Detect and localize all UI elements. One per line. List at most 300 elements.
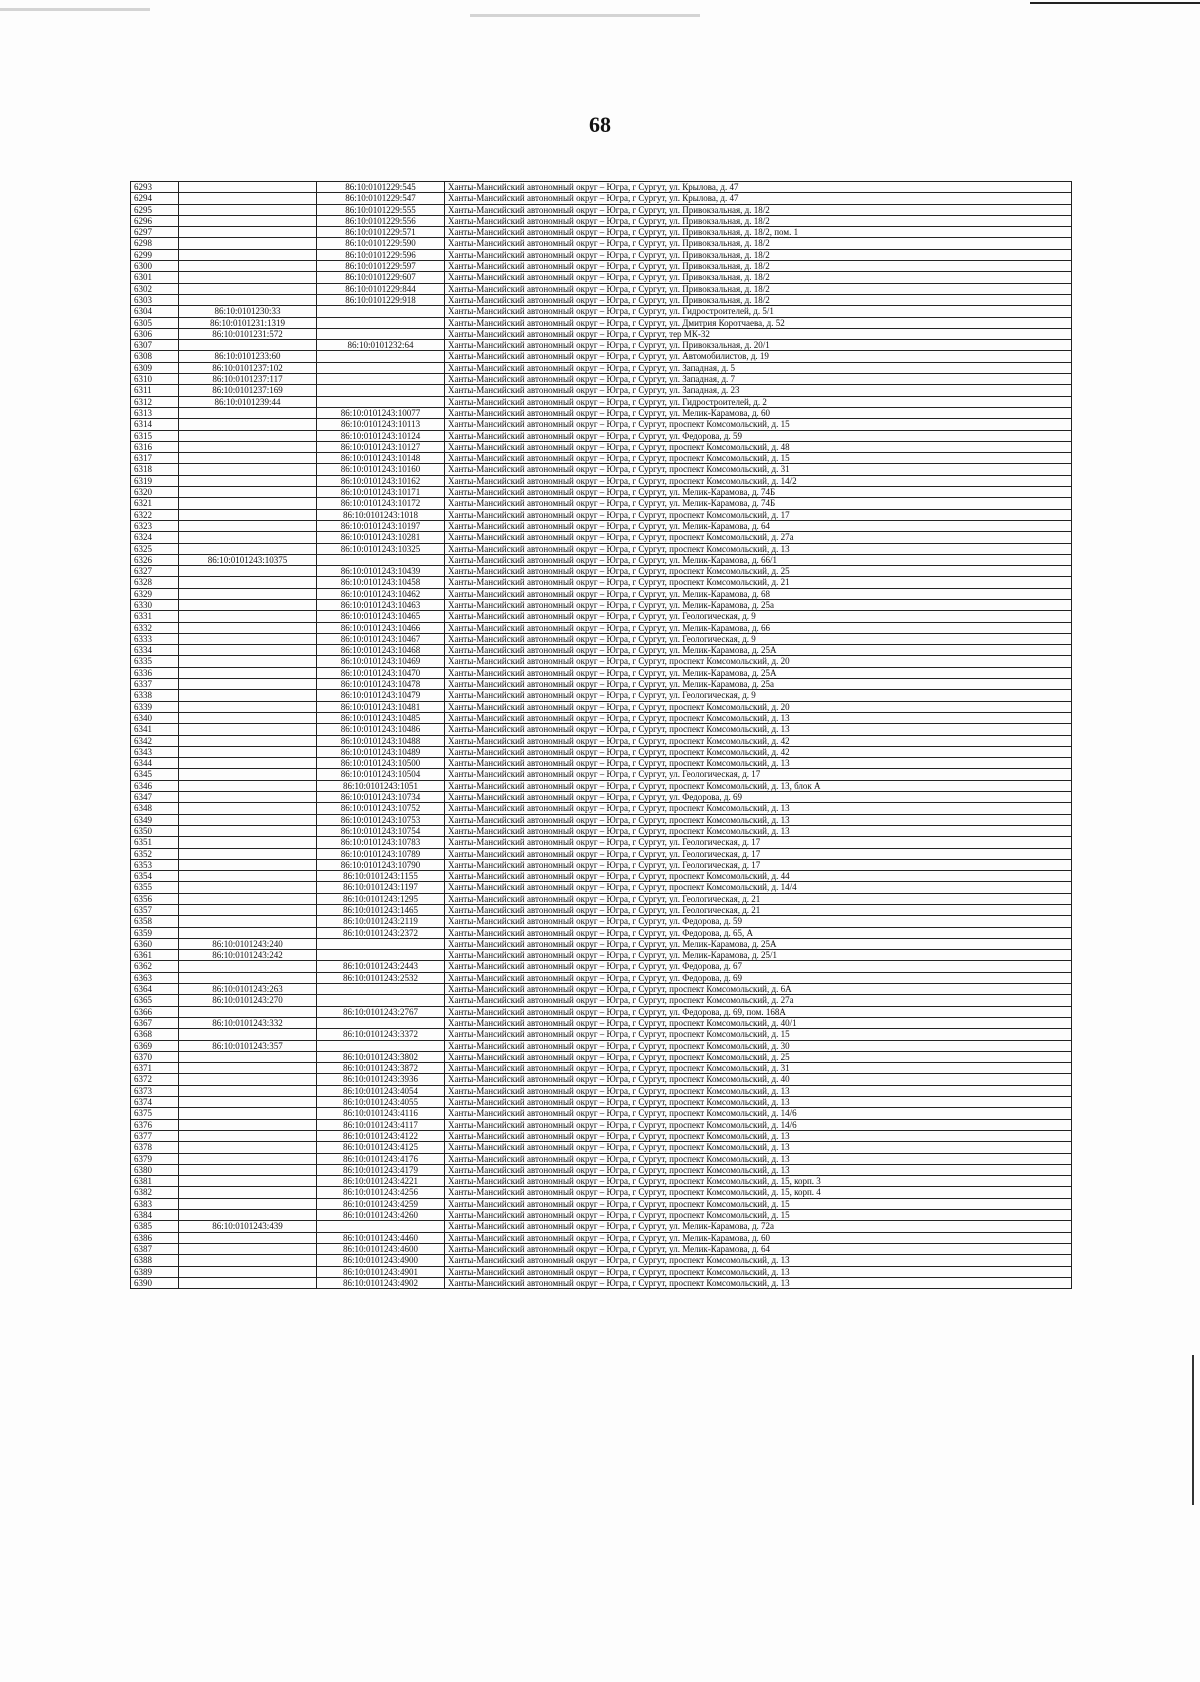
row-number-cell: 6374 bbox=[131, 1097, 179, 1108]
land-cadastral-number-cell: 86:10:0101243:240 bbox=[179, 938, 317, 949]
row-number-cell: 6340 bbox=[131, 712, 179, 723]
address-cell: Ханты-Мансийский автономный округ – Югра, г Сургут, ул. Крылова, д. 47 bbox=[445, 182, 1072, 193]
row-number-cell: 6322 bbox=[131, 509, 179, 520]
table-row bbox=[131, 803, 1072, 814]
address-cell: Ханты-Мансийский автономный округ – Югра, г Сургут, ул. Мелик-Карамова, д. 25а bbox=[445, 599, 1072, 610]
table-row bbox=[131, 1198, 1072, 1209]
land-cadastral-number-cell bbox=[179, 679, 317, 690]
land-cadastral-number-cell bbox=[179, 893, 317, 904]
table-row bbox=[131, 950, 1072, 961]
row-number-cell: 6302 bbox=[131, 283, 179, 294]
row-number-cell: 6346 bbox=[131, 780, 179, 791]
building-cadastral-number-cell: 86:10:0101243:10478 bbox=[317, 679, 445, 690]
land-cadastral-number-cell bbox=[179, 340, 317, 351]
table-row bbox=[131, 1266, 1072, 1277]
land-cadastral-number-cell bbox=[179, 520, 317, 531]
table-row bbox=[131, 464, 1072, 475]
row-number-cell: 6387 bbox=[131, 1243, 179, 1254]
land-cadastral-number-cell bbox=[179, 475, 317, 486]
building-cadastral-number-cell: 86:10:0101243:1295 bbox=[317, 893, 445, 904]
row-number-cell: 6323 bbox=[131, 520, 179, 531]
table-row bbox=[131, 215, 1072, 226]
building-cadastral-number-cell bbox=[317, 328, 445, 339]
row-number-cell: 6366 bbox=[131, 1006, 179, 1017]
address-cell: Ханты-Мансийский автономный округ – Югра, г Сургут, ул. Западная, д. 23 bbox=[445, 385, 1072, 396]
row-number-cell: 6363 bbox=[131, 972, 179, 983]
building-cadastral-number-cell: 86:10:0101243:10462 bbox=[317, 588, 445, 599]
address-cell: Ханты-Мансийский автономный округ – Югра, г Сургут, проспект Комсомольский, д. 6А bbox=[445, 984, 1072, 995]
row-number-cell: 6370 bbox=[131, 1051, 179, 1062]
table-row bbox=[131, 453, 1072, 464]
building-cadastral-number-cell: 86:10:0101229:590 bbox=[317, 238, 445, 249]
address-cell: Ханты-Мансийский автономный округ – Югра, г Сургут, ул. Мелик-Карамова, д. 25А bbox=[445, 667, 1072, 678]
address-cell: Ханты-Мансийский автономный округ – Югра, г Сургут, ул. Мелик-Карамова, д. 74Б bbox=[445, 487, 1072, 498]
scan-artifact bbox=[470, 14, 700, 17]
row-number-cell: 6376 bbox=[131, 1119, 179, 1130]
address-cell: Ханты-Мансийский автономный округ – Югра, г Сургут, проспект Комсомольский, д. 31 bbox=[445, 1063, 1072, 1074]
land-cadastral-number-cell bbox=[179, 724, 317, 735]
address-cell: Ханты-Мансийский автономный округ – Югра, г Сургут, проспект Комсомольский, д. 40/1 bbox=[445, 1017, 1072, 1028]
row-number-cell: 6325 bbox=[131, 543, 179, 554]
land-cadastral-number-cell bbox=[179, 1176, 317, 1187]
row-number-cell: 6361 bbox=[131, 950, 179, 961]
land-cadastral-number-cell bbox=[179, 746, 317, 757]
row-number-cell: 6381 bbox=[131, 1176, 179, 1187]
land-cadastral-number-cell: 86:10:0101230:33 bbox=[179, 306, 317, 317]
table-row bbox=[131, 249, 1072, 260]
building-cadastral-number-cell: 86:10:0101243:10077 bbox=[317, 407, 445, 418]
address-cell: Ханты-Мансийский автономный округ – Югра, г Сургут, проспект Комсомольский, д. 13 bbox=[445, 724, 1072, 735]
land-cadastral-number-cell bbox=[179, 441, 317, 452]
building-cadastral-number-cell: 86:10:0101243:10148 bbox=[317, 453, 445, 464]
table-row bbox=[131, 690, 1072, 701]
row-number-cell: 6319 bbox=[131, 475, 179, 486]
building-cadastral-number-cell: 86:10:0101229:918 bbox=[317, 294, 445, 305]
address-cell: Ханты-Мансийский автономный округ – Югра, г Сургут, проспект Комсомольский, д. 13 bbox=[445, 1164, 1072, 1175]
table-row bbox=[131, 1176, 1072, 1187]
land-cadastral-number-cell bbox=[179, 690, 317, 701]
building-cadastral-number-cell bbox=[317, 396, 445, 407]
building-cadastral-number-cell: 86:10:0101243:2767 bbox=[317, 1006, 445, 1017]
address-cell: Ханты-Мансийский автономный округ – Югра, г Сургут, ул. Западная, д. 5 bbox=[445, 362, 1072, 373]
table-row bbox=[131, 735, 1072, 746]
building-cadastral-number-cell: 86:10:0101243:4902 bbox=[317, 1277, 445, 1288]
land-cadastral-number-cell: 86:10:0101237:102 bbox=[179, 362, 317, 373]
address-cell: Ханты-Мансийский автономный округ – Югра, г Сургут, ул. Привокзальная, д. 18/2 bbox=[445, 283, 1072, 294]
land-cadastral-number-cell bbox=[179, 712, 317, 723]
building-cadastral-number-cell: 86:10:0101243:10790 bbox=[317, 859, 445, 870]
building-cadastral-number-cell: 86:10:0101243:1465 bbox=[317, 905, 445, 916]
land-cadastral-number-cell bbox=[179, 611, 317, 622]
land-cadastral-number-cell bbox=[179, 972, 317, 983]
table-row bbox=[131, 1164, 1072, 1175]
table-row bbox=[131, 825, 1072, 836]
row-number-cell: 6320 bbox=[131, 487, 179, 498]
row-number-cell: 6300 bbox=[131, 261, 179, 272]
address-cell: Ханты-Мансийский автономный округ – Югра, г Сургут, ул. Привокзальная, д. 18/2 bbox=[445, 238, 1072, 249]
land-cadastral-number-cell bbox=[179, 1119, 317, 1130]
building-cadastral-number-cell: 86:10:0101243:10485 bbox=[317, 712, 445, 723]
land-cadastral-number-cell bbox=[179, 249, 317, 260]
land-cadastral-number-cell bbox=[179, 215, 317, 226]
row-number-cell: 6305 bbox=[131, 317, 179, 328]
building-cadastral-number-cell: 86:10:0101243:10500 bbox=[317, 758, 445, 769]
row-number-cell: 6364 bbox=[131, 984, 179, 995]
building-cadastral-number-cell: 86:10:0101243:2532 bbox=[317, 972, 445, 983]
building-cadastral-number-cell: 86:10:0101243:4116 bbox=[317, 1108, 445, 1119]
row-number-cell: 6342 bbox=[131, 735, 179, 746]
table-row bbox=[131, 543, 1072, 554]
row-number-cell: 6388 bbox=[131, 1255, 179, 1266]
land-cadastral-number-cell bbox=[179, 1029, 317, 1040]
address-cell: Ханты-Мансийский автономный округ – Югра, г Сургут, проспект Комсомольский, д. 14/6 bbox=[445, 1108, 1072, 1119]
address-cell: Ханты-Мансийский автономный округ – Югра, г Сургут, ул. Мелик-Карамова, д. 66 bbox=[445, 622, 1072, 633]
row-number-cell: 6385 bbox=[131, 1221, 179, 1232]
row-number-cell: 6321 bbox=[131, 498, 179, 509]
row-number-cell: 6339 bbox=[131, 701, 179, 712]
address-cell: Ханты-Мансийский автономный округ – Югра, г Сургут, проспект Комсомольский, д. 15, корп. 4 bbox=[445, 1187, 1072, 1198]
row-number-cell: 6353 bbox=[131, 859, 179, 870]
row-number-cell: 6303 bbox=[131, 294, 179, 305]
row-number-cell: 6373 bbox=[131, 1085, 179, 1096]
land-cadastral-number-cell bbox=[179, 1198, 317, 1209]
address-cell: Ханты-Мансийский автономный округ – Югра, г Сургут, ул. Мелик-Карамова, д. 72а bbox=[445, 1221, 1072, 1232]
land-cadastral-number-cell bbox=[179, 182, 317, 193]
address-cell: Ханты-Мансийский автономный округ – Югра, г Сургут, ул. Гидростроителей, д. 5/1 bbox=[445, 306, 1072, 317]
scan-top-rule bbox=[1030, 2, 1200, 4]
building-cadastral-number-cell: 86:10:0101232:64 bbox=[317, 340, 445, 351]
table-row bbox=[131, 520, 1072, 531]
row-number-cell: 6332 bbox=[131, 622, 179, 633]
row-number-cell: 6367 bbox=[131, 1017, 179, 1028]
address-cell: Ханты-Мансийский автономный округ – Югра, г Сургут, проспект Комсомольский, д. 13 bbox=[445, 825, 1072, 836]
land-cadastral-number-cell: 86:10:0101243:270 bbox=[179, 995, 317, 1006]
address-cell: Ханты-Мансийский автономный округ – Югра, г Сургут, проспект Комсомольский, д. 42 bbox=[445, 746, 1072, 757]
address-cell: Ханты-Мансийский автономный округ – Югра, г Сургут, проспект Комсомольский, д. 13 bbox=[445, 814, 1072, 825]
building-cadastral-number-cell: 86:10:0101229:555 bbox=[317, 204, 445, 215]
land-cadastral-number-cell bbox=[179, 261, 317, 272]
land-cadastral-number-cell bbox=[179, 1006, 317, 1017]
address-cell: Ханты-Мансийский автономный округ – Югра, г Сургут, проспект Комсомольский, д. 31 bbox=[445, 464, 1072, 475]
land-cadastral-number-cell bbox=[179, 566, 317, 577]
building-cadastral-number-cell bbox=[317, 950, 445, 961]
address-cell: Ханты-Мансийский автономный округ – Югра, г Сургут, тер МК-32 bbox=[445, 328, 1072, 339]
table-row bbox=[131, 1108, 1072, 1119]
row-number-cell: 6378 bbox=[131, 1142, 179, 1153]
address-cell: Ханты-Мансийский автономный округ – Югра, г Сургут, ул. Геологическая, д. 21 bbox=[445, 893, 1072, 904]
row-number-cell: 6317 bbox=[131, 453, 179, 464]
building-cadastral-number-cell: 86:10:0101229:596 bbox=[317, 249, 445, 260]
address-cell: Ханты-Мансийский автономный округ – Югра, г Сургут, проспект Комсомольский, д. 27а bbox=[445, 995, 1072, 1006]
table-row bbox=[131, 294, 1072, 305]
table-row bbox=[131, 396, 1072, 407]
table-row bbox=[131, 1006, 1072, 1017]
table-row bbox=[131, 532, 1072, 543]
building-cadastral-number-cell bbox=[317, 351, 445, 362]
row-number-cell: 6337 bbox=[131, 679, 179, 690]
land-cadastral-number-cell bbox=[179, 1074, 317, 1085]
address-cell: Ханты-Мансийский автономный округ – Югра, г Сургут, ул. Мелик-Карамова, д. 60 bbox=[445, 407, 1072, 418]
land-cadastral-number-cell bbox=[179, 1266, 317, 1277]
building-cadastral-number-cell: 86:10:0101243:10197 bbox=[317, 520, 445, 531]
table-row bbox=[131, 871, 1072, 882]
land-cadastral-number-cell bbox=[179, 758, 317, 769]
table-row bbox=[131, 927, 1072, 938]
address-cell: Ханты-Мансийский автономный округ – Югра, г Сургут, проспект Комсомольский, д. 14/6 bbox=[445, 1119, 1072, 1130]
table-row bbox=[131, 633, 1072, 644]
address-cell: Ханты-Мансийский автономный округ – Югра, г Сургут, ул. Геологическая, д. 9 bbox=[445, 611, 1072, 622]
building-cadastral-number-cell: 86:10:0101243:10486 bbox=[317, 724, 445, 735]
table-row bbox=[131, 362, 1072, 373]
table-row bbox=[131, 272, 1072, 283]
building-cadastral-number-cell: 86:10:0101243:1197 bbox=[317, 882, 445, 893]
land-cadastral-number-cell bbox=[179, 645, 317, 656]
address-cell: Ханты-Мансийский автономный округ – Югра, г Сургут, проспект Комсомольский, д. 15 bbox=[445, 1198, 1072, 1209]
scan-artifact bbox=[0, 8, 150, 11]
row-number-cell: 6343 bbox=[131, 746, 179, 757]
land-cadastral-number-cell bbox=[179, 430, 317, 441]
address-cell: Ханты-Мансийский автономный округ – Югра, г Сургут, проспект Комсомольский, д. 14/2 bbox=[445, 475, 1072, 486]
row-number-cell: 6347 bbox=[131, 792, 179, 803]
land-cadastral-number-cell bbox=[179, 780, 317, 791]
table-row bbox=[131, 984, 1072, 995]
land-cadastral-number-cell bbox=[179, 825, 317, 836]
row-number-cell: 6350 bbox=[131, 825, 179, 836]
table-row bbox=[131, 814, 1072, 825]
land-cadastral-number-cell bbox=[179, 961, 317, 972]
address-cell: Ханты-Мансийский автономный округ – Югра, г Сургут, ул. Мелик-Карамова, д. 25/1 bbox=[445, 950, 1072, 961]
building-cadastral-number-cell: 86:10:0101243:10467 bbox=[317, 633, 445, 644]
address-cell: Ханты-Мансийский автономный округ – Югра, г Сургут, ул. Федорова, д. 65, А bbox=[445, 927, 1072, 938]
address-cell: Ханты-Мансийский автономный округ – Югра, г Сургут, проспект Комсомольский, д. 13 bbox=[445, 1130, 1072, 1141]
land-cadastral-number-cell bbox=[179, 1063, 317, 1074]
row-number-cell: 6318 bbox=[131, 464, 179, 475]
address-cell: Ханты-Мансийский автономный округ – Югра, г Сургут, проспект Комсомольский, д. 40 bbox=[445, 1074, 1072, 1085]
address-cell: Ханты-Мансийский автономный округ – Югра, г Сургут, проспект Комсомольский, д. 20 bbox=[445, 656, 1072, 667]
row-number-cell: 6384 bbox=[131, 1210, 179, 1221]
row-number-cell: 6348 bbox=[131, 803, 179, 814]
table-row bbox=[131, 622, 1072, 633]
building-cadastral-number-cell: 86:10:0101243:10162 bbox=[317, 475, 445, 486]
address-cell: Ханты-Мансийский автономный округ – Югра, г Сургут, ул. Федорова, д. 67 bbox=[445, 961, 1072, 972]
row-number-cell: 6358 bbox=[131, 916, 179, 927]
row-number-cell: 6368 bbox=[131, 1029, 179, 1040]
table-row bbox=[131, 893, 1072, 904]
address-cell: Ханты-Мансийский автономный округ – Югра, г Сургут, проспект Комсомольский, д. 15 bbox=[445, 453, 1072, 464]
row-number-cell: 6375 bbox=[131, 1108, 179, 1119]
row-number-cell: 6326 bbox=[131, 554, 179, 565]
row-number-cell: 6372 bbox=[131, 1074, 179, 1085]
table-row bbox=[131, 1097, 1072, 1108]
address-cell: Ханты-Мансийский автономный округ – Югра, г Сургут, ул. Геологическая, д. 17 bbox=[445, 769, 1072, 780]
building-cadastral-number-cell: 86:10:0101243:2443 bbox=[317, 961, 445, 972]
address-cell: Ханты-Мансийский автономный округ – Югра, г Сургут, ул. Привокзальная, д. 18/2 bbox=[445, 272, 1072, 283]
row-number-cell: 6344 bbox=[131, 758, 179, 769]
building-cadastral-number-cell: 86:10:0101229:597 bbox=[317, 261, 445, 272]
address-cell: Ханты-Мансийский автономный округ – Югра, г Сургут, ул. Мелик-Карамова, д. 25а bbox=[445, 679, 1072, 690]
building-cadastral-number-cell: 86:10:0101243:10752 bbox=[317, 803, 445, 814]
table-row bbox=[131, 1243, 1072, 1254]
address-cell: Ханты-Мансийский автономный округ – Югра, г Сургут, ул. Привокзальная, д. 18/2 bbox=[445, 294, 1072, 305]
building-cadastral-number-cell: 86:10:0101243:4900 bbox=[317, 1255, 445, 1266]
building-cadastral-number-cell: 86:10:0101243:10113 bbox=[317, 419, 445, 430]
land-cadastral-number-cell: 86:10:0101243:357 bbox=[179, 1040, 317, 1051]
land-cadastral-number-cell bbox=[179, 407, 317, 418]
building-cadastral-number-cell: 86:10:0101243:10465 bbox=[317, 611, 445, 622]
building-cadastral-number-cell: 86:10:0101243:10489 bbox=[317, 746, 445, 757]
row-number-cell: 6365 bbox=[131, 995, 179, 1006]
address-cell: Ханты-Мансийский автономный округ – Югра, г Сургут, ул. Геологическая, д. 9 bbox=[445, 633, 1072, 644]
table-row bbox=[131, 182, 1072, 193]
table-row bbox=[131, 1221, 1072, 1232]
table-row bbox=[131, 1051, 1072, 1062]
row-number-cell: 6327 bbox=[131, 566, 179, 577]
row-number-cell: 6313 bbox=[131, 407, 179, 418]
row-number-cell: 6334 bbox=[131, 645, 179, 656]
building-cadastral-number-cell bbox=[317, 385, 445, 396]
building-cadastral-number-cell: 86:10:0101243:10124 bbox=[317, 430, 445, 441]
address-cell: Ханты-Мансийский автономный округ – Югра, г Сургут, ул. Гидростроителей, д. 2 bbox=[445, 396, 1072, 407]
land-cadastral-number-cell bbox=[179, 1210, 317, 1221]
address-cell: Ханты-Мансийский автономный округ – Югра, г Сургут, проспект Комсомольский, д. 13 bbox=[445, 712, 1072, 723]
address-cell: Ханты-Мансийский автономный округ – Югра, г Сургут, ул. Мелик-Карамова, д. 25А bbox=[445, 938, 1072, 949]
building-cadastral-number-cell: 86:10:0101243:10470 bbox=[317, 667, 445, 678]
table-row bbox=[131, 1142, 1072, 1153]
land-cadastral-number-cell bbox=[179, 1085, 317, 1096]
address-cell: Ханты-Мансийский автономный округ – Югра, г Сургут, ул. Федорова, д. 69, пом. 168А bbox=[445, 1006, 1072, 1017]
land-cadastral-number-cell bbox=[179, 633, 317, 644]
table-row bbox=[131, 746, 1072, 757]
row-number-cell: 6310 bbox=[131, 374, 179, 385]
building-cadastral-number-cell bbox=[317, 317, 445, 328]
address-cell: Ханты-Мансийский автономный округ – Югра, г Сургут, проспект Комсомольский, д. 15 bbox=[445, 1210, 1072, 1221]
building-cadastral-number-cell: 86:10:0101243:10783 bbox=[317, 837, 445, 848]
table-row bbox=[131, 317, 1072, 328]
address-cell: Ханты-Мансийский автономный округ – Югра, г Сургут, ул. Мелик-Карамова, д. 74Б bbox=[445, 498, 1072, 509]
address-cell: Ханты-Мансийский автономный округ – Югра, г Сургут, ул. Геологическая, д. 17 bbox=[445, 848, 1072, 859]
land-cadastral-number-cell bbox=[179, 1164, 317, 1175]
table-row bbox=[131, 238, 1072, 249]
row-number-cell: 6298 bbox=[131, 238, 179, 249]
address-cell: Ханты-Мансийский автономный округ – Югра, г Сургут, проспект Комсомольский, д. 25 bbox=[445, 566, 1072, 577]
table-row bbox=[131, 905, 1072, 916]
table-row bbox=[131, 712, 1072, 723]
row-number-cell: 6382 bbox=[131, 1187, 179, 1198]
table-row bbox=[131, 1210, 1072, 1221]
land-cadastral-number-cell bbox=[179, 1243, 317, 1254]
table-row bbox=[131, 1063, 1072, 1074]
land-cadastral-number-cell bbox=[179, 927, 317, 938]
table-row bbox=[131, 498, 1072, 509]
address-cell: Ханты-Мансийский автономный округ – Югра, г Сургут, проспект Комсомольский, д. 20 bbox=[445, 701, 1072, 712]
row-number-cell: 6351 bbox=[131, 837, 179, 848]
building-cadastral-number-cell: 86:10:0101243:3872 bbox=[317, 1063, 445, 1074]
table-row bbox=[131, 588, 1072, 599]
land-cadastral-number-cell bbox=[179, 543, 317, 554]
land-cadastral-number-cell bbox=[179, 1097, 317, 1108]
building-cadastral-number-cell: 86:10:0101229:571 bbox=[317, 227, 445, 238]
table-row bbox=[131, 724, 1072, 735]
table-row bbox=[131, 1130, 1072, 1141]
land-cadastral-number-cell: 86:10:0101231:572 bbox=[179, 328, 317, 339]
land-cadastral-number-cell: 86:10:0101237:117 bbox=[179, 374, 317, 385]
row-number-cell: 6308 bbox=[131, 351, 179, 362]
building-cadastral-number-cell: 86:10:0101243:4125 bbox=[317, 1142, 445, 1153]
table-row bbox=[131, 656, 1072, 667]
table-row bbox=[131, 599, 1072, 610]
address-cell: Ханты-Мансийский автономный округ – Югра, г Сургут, ул. Привокзальная, д. 18/2 bbox=[445, 261, 1072, 272]
table-row bbox=[131, 407, 1072, 418]
row-number-cell: 6307 bbox=[131, 340, 179, 351]
address-cell: Ханты-Мансийский автономный округ – Югра, г Сургут, проспект Комсомольский, д. 13 bbox=[445, 1277, 1072, 1288]
table-row bbox=[131, 758, 1072, 769]
address-cell: Ханты-Мансийский автономный округ – Югра, г Сургут, проспект Комсомольский, д. 21 bbox=[445, 577, 1072, 588]
building-cadastral-number-cell: 86:10:0101243:10127 bbox=[317, 441, 445, 452]
row-number-cell: 6299 bbox=[131, 249, 179, 260]
building-cadastral-number-cell: 86:10:0101243:10488 bbox=[317, 735, 445, 746]
row-number-cell: 6309 bbox=[131, 362, 179, 373]
land-cadastral-number-cell bbox=[179, 916, 317, 927]
table-row bbox=[131, 261, 1072, 272]
building-cadastral-number-cell: 86:10:0101243:10458 bbox=[317, 577, 445, 588]
address-cell: Ханты-Мансийский автономный округ – Югра, г Сургут, ул. Мелик-Карамова, д. 66/1 bbox=[445, 554, 1072, 565]
land-cadastral-number-cell: 86:10:0101231:1319 bbox=[179, 317, 317, 328]
address-cell: Ханты-Мансийский автономный округ – Югра, г Сургут, ул. Федорова, д. 59 bbox=[445, 916, 1072, 927]
building-cadastral-number-cell: 86:10:0101243:10479 bbox=[317, 690, 445, 701]
table-row bbox=[131, 1119, 1072, 1130]
building-cadastral-number-cell: 86:10:0101243:10789 bbox=[317, 848, 445, 859]
row-number-cell: 6331 bbox=[131, 611, 179, 622]
row-number-cell: 6333 bbox=[131, 633, 179, 644]
row-number-cell: 6306 bbox=[131, 328, 179, 339]
land-cadastral-number-cell bbox=[179, 656, 317, 667]
row-number-cell: 6360 bbox=[131, 938, 179, 949]
land-cadastral-number-cell bbox=[179, 792, 317, 803]
table-row bbox=[131, 385, 1072, 396]
building-cadastral-number-cell bbox=[317, 1017, 445, 1028]
address-cell: Ханты-Мансийский автономный округ – Югра, г Сургут, проспект Комсомольский, д. 13, блок А bbox=[445, 780, 1072, 791]
table-row bbox=[131, 1040, 1072, 1051]
land-cadastral-number-cell bbox=[179, 498, 317, 509]
building-cadastral-number-cell: 86:10:0101243:4176 bbox=[317, 1153, 445, 1164]
address-cell: Ханты-Мансийский автономный округ – Югра, г Сургут, ул. Дмитрия Коротчаева, д. 52 bbox=[445, 317, 1072, 328]
building-cadastral-number-cell: 86:10:0101243:10171 bbox=[317, 487, 445, 498]
table-row bbox=[131, 1085, 1072, 1096]
building-cadastral-number-cell bbox=[317, 995, 445, 1006]
land-cadastral-number-cell: 86:10:0101243:263 bbox=[179, 984, 317, 995]
row-number-cell: 6369 bbox=[131, 1040, 179, 1051]
address-cell: Ханты-Мансийский автономный округ – Югра, г Сургут, проспект Комсомольский, д. 42 bbox=[445, 735, 1072, 746]
building-cadastral-number-cell: 86:10:0101243:4055 bbox=[317, 1097, 445, 1108]
table-row bbox=[131, 995, 1072, 1006]
table-row bbox=[131, 972, 1072, 983]
row-number-cell: 6355 bbox=[131, 882, 179, 893]
address-cell: Ханты-Мансийский автономный округ – Югра, г Сургут, ул. Западная, д. 7 bbox=[445, 374, 1072, 385]
land-cadastral-number-cell bbox=[179, 859, 317, 870]
table-row bbox=[131, 419, 1072, 430]
land-cadastral-number-cell: 86:10:0101237:169 bbox=[179, 385, 317, 396]
address-cell: Ханты-Мансийский автономный округ – Югра, г Сургут, ул. Крылова, д. 47 bbox=[445, 193, 1072, 204]
building-cadastral-number-cell: 86:10:0101243:2119 bbox=[317, 916, 445, 927]
building-cadastral-number-cell bbox=[317, 306, 445, 317]
row-number-cell: 6390 bbox=[131, 1277, 179, 1288]
land-cadastral-number-cell bbox=[179, 419, 317, 430]
land-cadastral-number-cell bbox=[179, 453, 317, 464]
address-cell: Ханты-Мансийский автономный округ – Югра, г Сургут, ул. Привокзальная, д. 18/2, пом. 1 bbox=[445, 227, 1072, 238]
address-cell: Ханты-Мансийский автономный округ – Югра, г Сургут, проспект Комсомольский, д. 13 bbox=[445, 543, 1072, 554]
building-cadastral-number-cell: 86:10:0101243:4260 bbox=[317, 1210, 445, 1221]
land-cadastral-number-cell bbox=[179, 735, 317, 746]
